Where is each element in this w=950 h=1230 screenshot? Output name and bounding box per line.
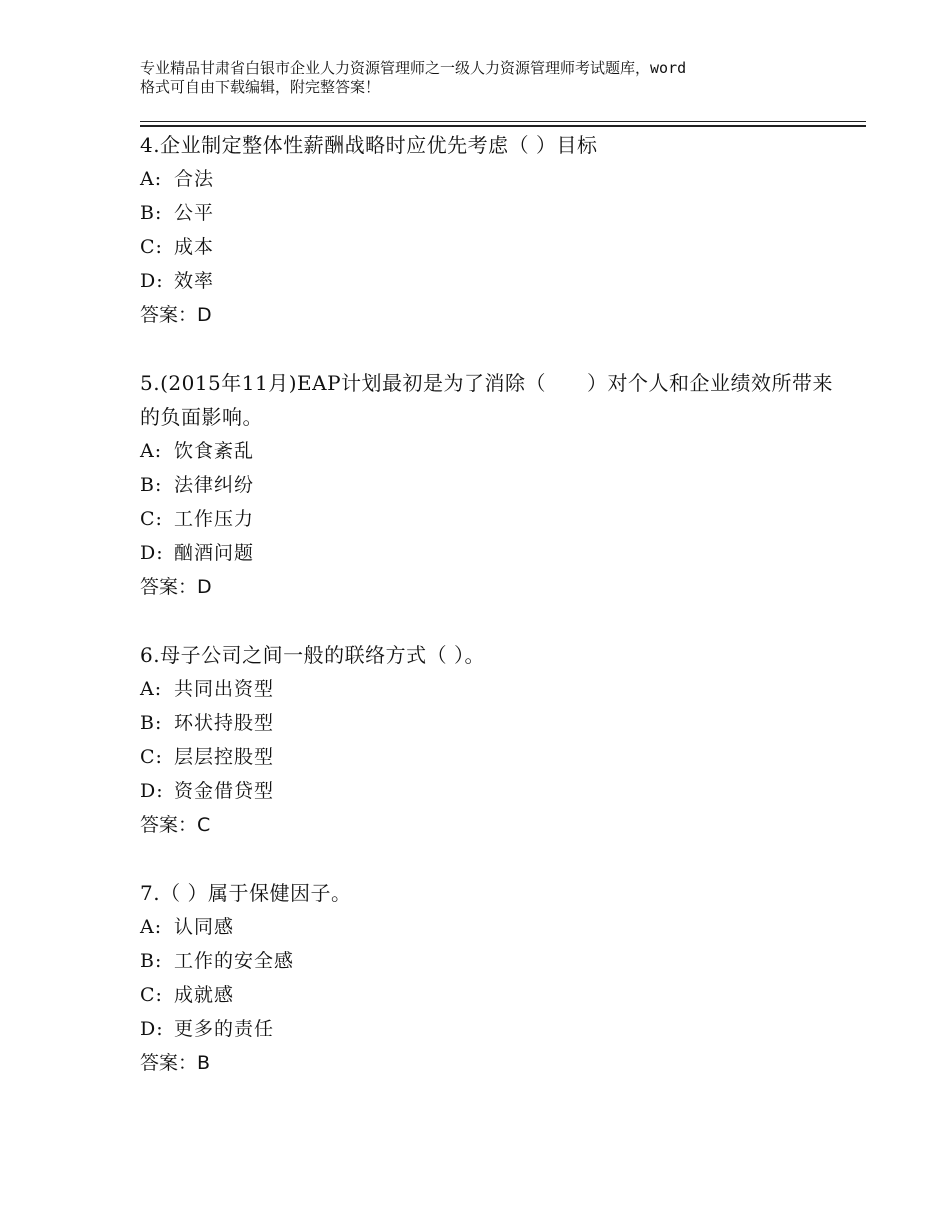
option-c	[140, 740, 840, 774]
option-key: D:	[140, 542, 164, 564]
header-line-1: 专业精品甘肃省白银市企业人力资源管理师之一级人力资源管理师考试题库，word	[140, 59, 687, 77]
question-text: 7.（ ）属于保健因子。	[140, 881, 352, 905]
option-key: D:	[140, 780, 164, 802]
option-b	[140, 196, 840, 230]
option-key: D:	[140, 270, 164, 292]
question-text: 4.企业制定整体性薪酬战略时应优先考虑（ ）目标	[140, 133, 598, 157]
option-key: B:	[140, 950, 163, 972]
option-text: 工作压力	[174, 508, 255, 530]
header-divider-thin	[140, 121, 866, 122]
option-key: A:	[140, 916, 163, 938]
option-key: B:	[140, 202, 163, 224]
answer-text: 答案：C	[140, 814, 211, 836]
option-key: A:	[140, 440, 163, 462]
option-key: C:	[140, 236, 163, 258]
option-text: 合法	[174, 168, 215, 190]
header-divider-thick	[140, 125, 866, 127]
option-text: 共同出资型	[174, 678, 275, 700]
option-d	[140, 1012, 840, 1046]
answer-text: 答案：B	[140, 1052, 211, 1074]
option-text: 工作的安全感	[174, 950, 295, 972]
option-key: D:	[140, 1018, 164, 1040]
question-4	[140, 128, 840, 332]
option-text: 成本	[174, 236, 215, 258]
option-b	[140, 468, 840, 502]
option-a	[140, 672, 840, 706]
option-text: 法律纠纷	[174, 474, 255, 496]
option-c	[140, 502, 840, 536]
answer-text: 答案：D	[140, 576, 212, 598]
question-6	[140, 638, 840, 842]
question-5	[140, 366, 840, 604]
option-key: A:	[140, 678, 163, 700]
option-b	[140, 944, 840, 978]
option-c	[140, 978, 840, 1012]
option-d	[140, 536, 840, 570]
option-text: 饮食紊乱	[174, 440, 255, 462]
option-text: 效率	[174, 270, 215, 292]
question-7	[140, 876, 840, 1080]
option-text: 公平	[174, 202, 215, 224]
document-header	[140, 59, 830, 97]
option-text: 成就感	[174, 984, 235, 1006]
option-b	[140, 706, 840, 740]
option-key: B:	[140, 474, 163, 496]
option-key: C:	[140, 746, 163, 768]
option-text: 层层控股型	[174, 746, 275, 768]
option-c	[140, 230, 840, 264]
answer-text: 答案：D	[140, 304, 212, 326]
option-key: C:	[140, 508, 163, 530]
header-line-2: 格式可自由下载编辑，附完整答案！	[140, 78, 381, 96]
option-d	[140, 774, 840, 808]
question-text: 5.(2015年11月)EAP计划最初是为了消除（ ）对个人和企业绩效所带来的负面影响。	[140, 371, 834, 429]
option-d	[140, 264, 840, 298]
question-text: 6.母子公司之间一般的联络方式（ ）。	[140, 643, 485, 667]
option-text: 资金借贷型	[174, 780, 275, 802]
option-text: 环状持股型	[174, 712, 275, 734]
option-key: C:	[140, 984, 163, 1006]
option-text: 认同感	[174, 916, 235, 938]
option-a	[140, 162, 840, 196]
option-text: 酗酒问题	[174, 542, 255, 564]
option-key: A:	[140, 168, 163, 190]
option-a	[140, 910, 840, 944]
question-list	[140, 128, 840, 1114]
option-a	[140, 434, 840, 468]
option-text: 更多的责任	[174, 1018, 275, 1040]
option-key: B:	[140, 712, 163, 734]
